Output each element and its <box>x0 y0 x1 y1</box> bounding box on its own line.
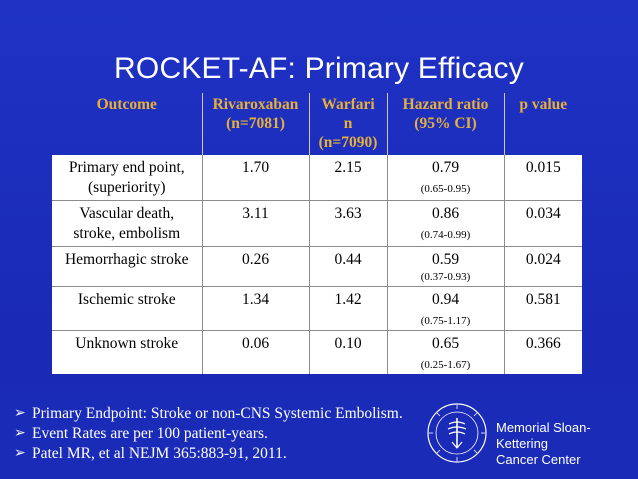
mskcc-logo <box>426 402 626 468</box>
arrow-bullet-icon: ➢ <box>14 426 26 441</box>
table-row <box>52 331 582 375</box>
cell-rivaroxaban: 1.70 <box>202 155 309 201</box>
cell-outcome: Vascular death, stroke, embolism <box>52 201 202 247</box>
logo-text: Memorial Sloan-Kettering Cancer Center <box>496 420 591 467</box>
cell-hazard-ratio: 0.59 (0.37-0.93) <box>387 247 504 287</box>
arrow-bullet-icon: ➢ <box>14 406 26 421</box>
header-p-value: p value <box>504 93 582 155</box>
cell-p-value: 0.015 <box>504 155 582 201</box>
confidence-interval: (0.65-0.95) <box>420 183 471 195</box>
list-item: ➢ Primary Endpoint: Stroke or non-CNS Systemic Embolism. <box>14 405 403 422</box>
header-rivaroxaban: Rivaroxaban (n=7081) <box>202 93 309 155</box>
cell-hazard-ratio: 0.79 (0.65-0.95) <box>387 155 504 201</box>
list-item: ➢ Event Rates are per 100 patient-years. <box>14 425 268 442</box>
table-row <box>52 287 582 331</box>
table-row <box>52 201 582 247</box>
cell-warfarin: 3.63 <box>309 201 387 247</box>
table-header-row <box>52 93 582 155</box>
header-outcome: Outcome <box>96 96 157 113</box>
cell-outcome: Primary end point, (superiority) <box>52 155 202 201</box>
table-row <box>52 155 582 201</box>
footnote-list <box>14 404 403 464</box>
header-hazard-ratio: Hazard ratio (95% CI) <box>387 93 504 155</box>
cell-rivaroxaban: 3.11 <box>202 201 309 247</box>
cell-warfarin: 0.44 <box>309 247 387 287</box>
cell-warfarin: 2.15 <box>309 155 387 201</box>
cell-outcome: Unknown stroke <box>52 331 202 375</box>
cell-outcome: Hemorrhagic stroke <box>52 247 202 287</box>
cell-rivaroxaban: 0.06 <box>202 331 309 375</box>
cell-rivaroxaban: 1.34 <box>202 287 309 331</box>
cell-hazard-ratio: 0.94 (0.75-1.17) <box>387 287 504 331</box>
cell-warfarin: 1.42 <box>309 287 387 331</box>
confidence-interval: (0.75-1.17) <box>420 315 471 327</box>
cell-p-value: 0.024 <box>504 247 582 287</box>
cell-hazard-ratio: 0.86 (0.74-0.99) <box>387 201 504 247</box>
confidence-interval: (0.37-0.93) <box>420 271 471 283</box>
cell-p-value: 0.366 <box>504 331 582 375</box>
cell-p-value: 0.034 <box>504 201 582 247</box>
slide-title: ROCKET-AF: Primary Efficacy <box>114 52 524 85</box>
seal-icon <box>426 402 488 464</box>
table-row <box>52 247 582 287</box>
efficacy-table <box>52 93 582 374</box>
cell-outcome: Ischemic stroke <box>52 287 202 331</box>
cell-rivaroxaban: 0.26 <box>202 247 309 287</box>
confidence-interval: (0.74-0.99) <box>420 229 471 241</box>
cell-p-value: 0.581 <box>504 287 582 331</box>
confidence-interval: (0.25-1.67) <box>420 359 471 371</box>
cell-warfarin: 0.10 <box>309 331 387 375</box>
header-warfarin: Warfari n (n=7090) <box>309 93 387 155</box>
list-item: ➢ Patel MR, et al NEJM 365:883-91, 2011. <box>14 445 287 462</box>
cell-hazard-ratio: 0.65 (0.25-1.67) <box>387 331 504 375</box>
arrow-bullet-icon: ➢ <box>14 446 26 461</box>
